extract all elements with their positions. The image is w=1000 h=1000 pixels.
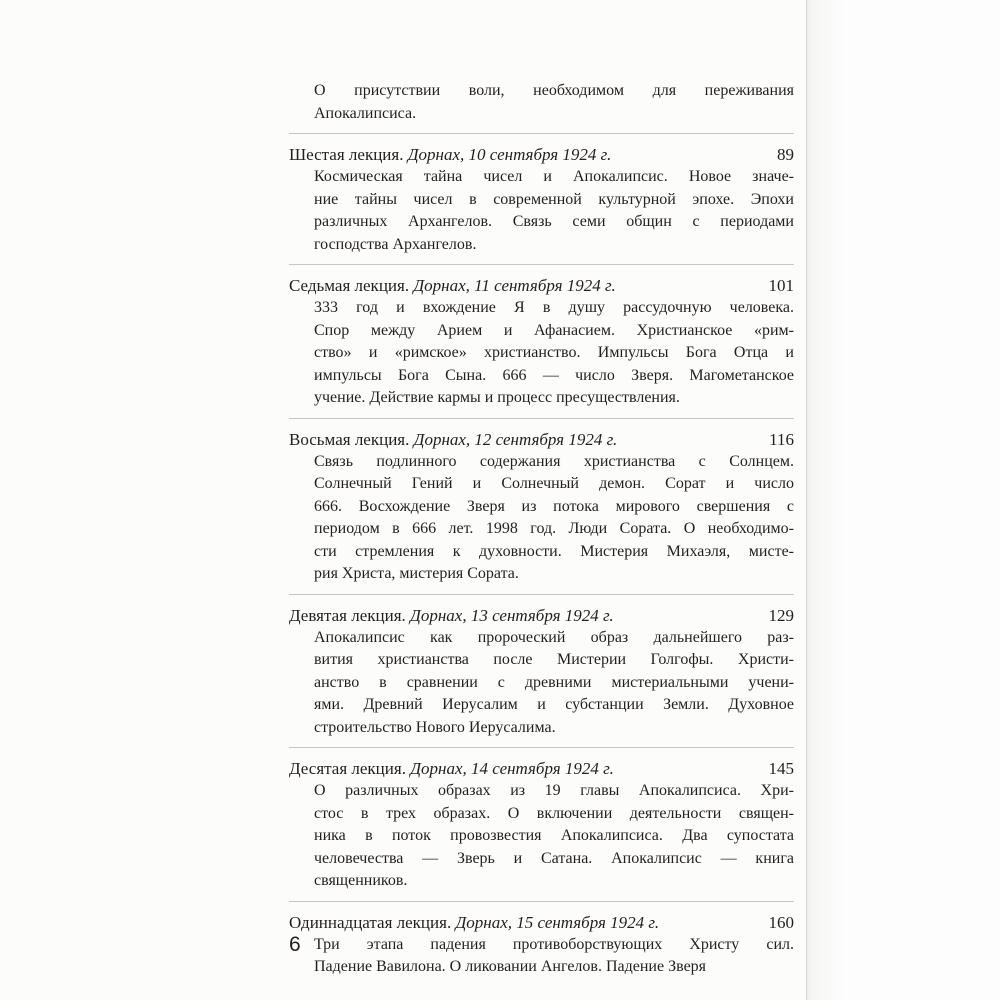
description-line: импульсы Бога Сына. 666 — число Зверя. Магометанское bbox=[314, 366, 794, 384]
toc-entry-heading bbox=[289, 143, 794, 166]
lecture-place-date: Дорнах, 14 сентября 1924 г. bbox=[410, 759, 614, 778]
page-number: 101 bbox=[768, 276, 794, 295]
description-line: Спор между Арием и Афанасием. Христианское «рим- bbox=[314, 321, 794, 339]
lecture-place-date: Дорнах, 11 сентября 1924 г. bbox=[413, 276, 616, 295]
toc-entry-lecture-6 bbox=[289, 134, 794, 265]
toc-entry-heading bbox=[289, 274, 794, 297]
description-line: периодом в 666 лет. 1998 год. Люди Сората. О необходимо- bbox=[314, 520, 794, 537]
facing-page-edge bbox=[806, 0, 1000, 1000]
description-line: рия Христа, мистерия Сората. bbox=[314, 565, 519, 582]
description-line: стос в трех образах. О включении деятельности священ- bbox=[314, 804, 794, 822]
page-number: 145 bbox=[768, 759, 794, 778]
toc-entry-lecture-7 bbox=[289, 265, 794, 419]
description-line: О присутствии воли, необходимом для переживания bbox=[314, 82, 794, 99]
lecture-place-date: Дорнах, 10 сентября 1924 г. bbox=[407, 145, 612, 164]
description-line: сти стремления к духовности. Мистерия Михаэля, мисте- bbox=[314, 542, 794, 560]
toc-entry-heading bbox=[289, 428, 794, 451]
toc-entry-description bbox=[314, 934, 794, 979]
description-line: ние тайны чисел в современной культурной эпохе. Эпохи bbox=[314, 190, 794, 208]
toc-entry-lecture-10 bbox=[289, 748, 794, 902]
description-line: Падение Вавилона. О ликовании Ангелов. Падение Зверя bbox=[314, 958, 707, 975]
lecture-place-date: Дорнах, 12 сентября 1924 г. bbox=[413, 429, 618, 449]
toc-entry-description bbox=[314, 780, 794, 893]
description-line: ника в поток провозвестия Апокалипсиса. Два супостата bbox=[314, 827, 794, 844]
lecture-title: Седьмая лекция. bbox=[289, 276, 410, 295]
toc-entry-description bbox=[314, 627, 794, 740]
lecture-place-date: Дорнах, 13 сентября 1924 г. bbox=[410, 605, 614, 625]
lecture-title: Десятая лекция. bbox=[289, 759, 406, 778]
page-number: 160 bbox=[768, 912, 794, 932]
toc-entry-description bbox=[314, 297, 794, 410]
lecture-title: Восьмая лекция. bbox=[289, 429, 410, 449]
description-line: ями. Древний Иерусалим и субстанции Земли. Духовное bbox=[314, 696, 794, 713]
description-line: 666. Восхождение Зверя из потока мирового свершения с bbox=[314, 497, 794, 515]
description-line: строительство Нового Иерусалима. bbox=[314, 718, 556, 736]
description-line: священников. bbox=[314, 872, 408, 889]
description-line: 333 год и вхождение Я в душу рассудочную человека. bbox=[314, 299, 794, 316]
description-line: Апокалипсис как пророческий образ дальнейшего раз- bbox=[314, 628, 794, 646]
description-line: Солнечный Гений и Солнечный демон. Сорат и число bbox=[314, 475, 794, 492]
description-line: Космическая тайна чисел и Апокалипсис. Новое значе- bbox=[314, 168, 794, 185]
lecture-title: Девятая лекция. bbox=[289, 605, 406, 625]
toc-entry-description bbox=[314, 451, 794, 586]
toc-entry-lecture-9 bbox=[289, 595, 794, 749]
toc-entry-lecture-11 bbox=[289, 902, 794, 979]
description-line: О различных образах из 19 главы Апокалипсиса. Хри- bbox=[314, 782, 794, 799]
toc-entry-heading bbox=[289, 604, 794, 627]
page-number: 129 bbox=[768, 605, 794, 625]
toc-entry-heading bbox=[289, 757, 794, 780]
table-of-contents bbox=[289, 78, 794, 979]
toc-entry-heading bbox=[289, 911, 794, 934]
description-line: анство в сравнении с древними мистериальными учени- bbox=[314, 673, 794, 691]
description-line: различных Архангелов. Связь семи общин с периодами bbox=[314, 213, 794, 230]
description-line: Связь подлинного содержания христианства с Солнцем. bbox=[314, 452, 794, 470]
book-gutter bbox=[806, 0, 807, 1000]
description-line: господства Архангелов. bbox=[314, 235, 477, 253]
description-line: Три этапа падения противоборствующих Христу сил. bbox=[314, 935, 794, 953]
description-line: учение. Действие кармы и процесс пресуществления. bbox=[314, 389, 680, 406]
description-line: ство» и «римское» христианство. Импульсы Бога Отца и bbox=[314, 344, 794, 361]
toc-entry-description bbox=[314, 166, 794, 256]
toc-entry-lecture-8 bbox=[289, 419, 794, 595]
lecture-place-date: Дорнах, 15 сентября 1924 г. bbox=[455, 912, 660, 932]
toc-entry-continuation bbox=[289, 78, 794, 134]
page-folio-number: 6 bbox=[289, 933, 301, 956]
description-line: человечества — Зверь и Сатана. Апокалипсис — книга bbox=[314, 849, 794, 867]
page-number: 89 bbox=[777, 145, 794, 164]
description-line: вития христианства после Мистерии Голгофы. Христи- bbox=[314, 651, 794, 668]
lecture-title: Шестая лекция. bbox=[289, 145, 404, 164]
description-line: Апокалипсиса. bbox=[314, 104, 417, 122]
toc-entry-description bbox=[314, 80, 794, 125]
page-number: 116 bbox=[769, 429, 794, 449]
lecture-title: Одиннадцатая лекция. bbox=[289, 912, 452, 932]
